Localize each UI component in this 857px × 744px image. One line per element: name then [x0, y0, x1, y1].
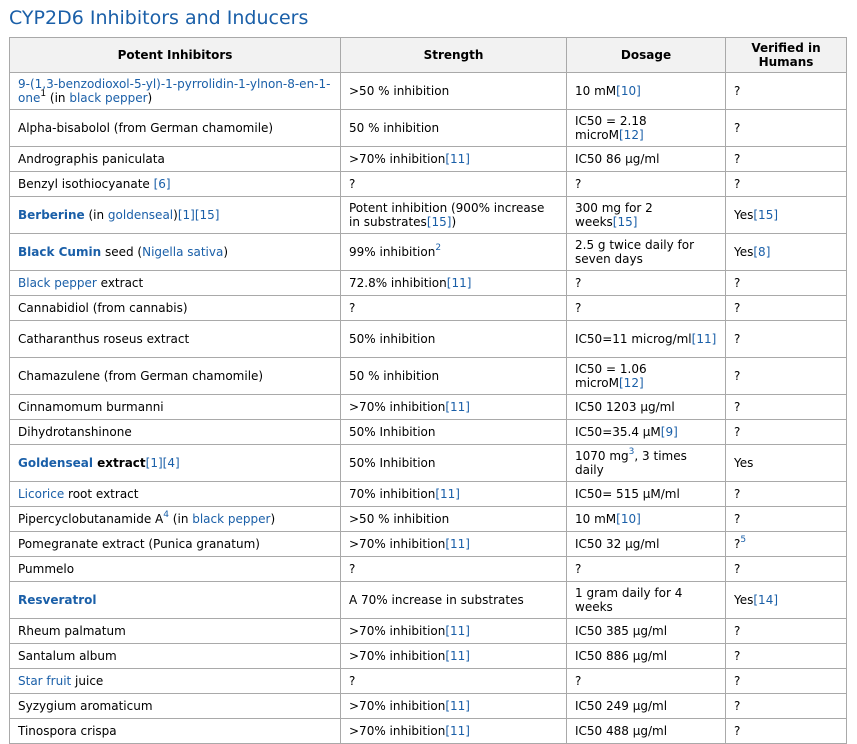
verified-cell	[726, 172, 847, 197]
citation-link[interactable]: [1]	[177, 208, 195, 222]
cell-text: 99% inhibition	[349, 245, 436, 259]
citation-link[interactable]: [15]	[753, 208, 779, 222]
article-link[interactable]: Nigella sativa	[142, 245, 224, 259]
inhibitor-cell	[10, 482, 341, 507]
verified-cell	[726, 557, 847, 582]
cell-text: Andrographis paniculata	[18, 152, 165, 166]
cell-text: Pomegranate extract (Punica granatum)	[18, 537, 260, 551]
dosage-cell	[567, 73, 726, 110]
cell-text: 50 % inhibition	[349, 369, 440, 383]
verified-cell	[726, 110, 847, 147]
dosage-cell	[567, 669, 726, 694]
strength-cell	[341, 482, 567, 507]
strength-cell	[341, 694, 567, 719]
cell-text: 1 gram daily for 4 weeks	[575, 586, 683, 614]
table-row	[10, 694, 847, 719]
cell-text: )	[451, 215, 457, 229]
cell-text: ?	[734, 512, 741, 526]
cell-text: ?	[575, 177, 582, 191]
dosage-cell	[567, 507, 726, 532]
verified-cell	[726, 197, 847, 234]
table-row	[10, 234, 847, 271]
cell-text: ?	[575, 276, 582, 290]
dosage-cell	[567, 358, 726, 395]
dosage-cell	[567, 719, 726, 744]
cell-text: ?	[734, 400, 741, 414]
strength-cell	[341, 73, 567, 110]
cell-text: Dihydrotanshinone	[18, 425, 132, 439]
cell-text: Cinnamomum burmanni	[18, 400, 164, 414]
inhibitor-cell	[10, 296, 341, 321]
cell-text: 300 mg for 2 weeks	[575, 201, 653, 229]
verified-cell	[726, 234, 847, 271]
dosage-cell	[567, 420, 726, 445]
verified-cell	[726, 719, 847, 744]
dosage-cell	[567, 296, 726, 321]
strength-cell	[341, 445, 567, 482]
dosage-cell	[567, 644, 726, 669]
dosage-cell	[567, 147, 726, 172]
article-link[interactable]: black pepper	[69, 91, 148, 105]
cell-text: ?	[734, 537, 741, 551]
citation-link[interactable]: [15]	[194, 208, 220, 222]
table-row	[10, 482, 847, 507]
verified-cell	[726, 482, 847, 507]
cell-text: ?	[734, 562, 741, 576]
cell-text: Syzygium aromaticum	[18, 699, 153, 713]
verified-cell	[726, 321, 847, 358]
strength-cell	[341, 532, 567, 557]
table-row	[10, 719, 847, 744]
inhibitor-cell	[10, 644, 341, 669]
cell-text: ?	[734, 276, 741, 290]
cell-text: 1070 mg	[575, 449, 629, 463]
cell-text: (in	[84, 208, 108, 222]
table-row	[10, 172, 847, 197]
citation-link[interactable]: [6]	[153, 177, 171, 191]
table-row	[10, 73, 847, 110]
cell-text: (in	[168, 512, 193, 526]
table-row	[10, 271, 847, 296]
table-row	[10, 296, 847, 321]
cell-text: Rheum palmatum	[18, 624, 126, 638]
cell-text: Potent inhibition (900% increase in substrates	[349, 201, 545, 229]
dosage-cell	[567, 321, 726, 358]
strength-cell	[341, 395, 567, 420]
citation-link[interactable]: [10]	[616, 512, 641, 526]
verified-cell	[726, 271, 847, 296]
footnote-link[interactable]: 2	[435, 243, 442, 253]
table-row	[10, 395, 847, 420]
cell-text: )	[223, 245, 229, 259]
strength-cell	[341, 507, 567, 532]
cell-text: Alpha-bisabolol (from German chamomile)	[18, 121, 274, 135]
cell-text: extract	[92, 456, 146, 470]
dosage-cell	[567, 445, 726, 482]
inhibitor-cell	[10, 172, 341, 197]
inhibitor-cell	[10, 694, 341, 719]
verified-cell	[726, 694, 847, 719]
citation-link[interactable]: [11]	[691, 332, 717, 346]
cell-text: 70% inhibition	[349, 487, 436, 501]
cell-text: >70% inhibition	[349, 724, 446, 738]
citation-link[interactable]: [1]	[145, 456, 163, 470]
cell-text: IC50 886 μg/ml	[575, 649, 668, 663]
inhibitor-cell	[10, 507, 341, 532]
cell-text: Chamazulene (from German chamomile)	[18, 369, 264, 383]
inhibitor-cell	[10, 73, 341, 110]
citation-link[interactable]: [11]	[445, 152, 470, 166]
cell-text: ?	[734, 152, 741, 166]
verified-cell	[726, 296, 847, 321]
cell-text: 10 mM	[575, 512, 617, 526]
cell-text: Yes	[734, 593, 754, 607]
strength-cell	[341, 321, 567, 358]
cell-text: ?	[734, 369, 741, 383]
cell-text: juice	[71, 674, 104, 688]
cell-text: Catharanthus roseus extract	[18, 332, 190, 346]
citation-link[interactable]: [11]	[445, 537, 470, 551]
table-row	[10, 321, 847, 358]
article-link[interactable]: Black pepper	[18, 276, 97, 290]
strength-cell	[341, 582, 567, 619]
inhibitor-cell	[10, 557, 341, 582]
cell-text: extract	[96, 276, 144, 290]
cell-text: 10 mM	[575, 84, 617, 98]
citation-link[interactable]: [11]	[446, 276, 472, 290]
citation-link[interactable]: [8]	[753, 245, 771, 259]
citation-link[interactable]: [11]	[435, 487, 460, 501]
cell-text: IC50 = 2.18 microM	[575, 114, 647, 142]
cell-text: IC50 32 μg/ml	[575, 537, 660, 551]
inhibitor-cell	[10, 321, 341, 358]
cell-text: (in	[46, 91, 70, 105]
cell-text: Yes	[734, 456, 754, 470]
citation-link[interactable]: [12]	[619, 376, 644, 390]
footnote-marker: 1	[40, 89, 47, 99]
article-link[interactable]: 9-(1,3-benzodioxol-5-yl)-1-pyrrolidin-1-ylnon-8-en-1-one	[18, 77, 331, 105]
cell-text: >70% inhibition	[349, 624, 446, 638]
header-verified-in-humans: Verified in Humans	[726, 38, 847, 73]
cell-text: IC50 86 μg/ml	[575, 152, 660, 166]
cell-text: ?	[349, 177, 356, 191]
cell-text: ?	[734, 177, 741, 191]
strength-cell	[341, 197, 567, 234]
cell-text: IC50 488 μg/ml	[575, 724, 668, 738]
table-row	[10, 507, 847, 532]
table-row	[10, 557, 847, 582]
article-link[interactable]: Black Cumin	[18, 245, 102, 259]
header-strength: Strength	[341, 38, 567, 73]
verified-cell	[726, 395, 847, 420]
inhibitor-cell	[10, 395, 341, 420]
dosage-cell	[567, 619, 726, 644]
cell-text: ?	[734, 724, 741, 738]
cell-text: IC50 = 1.06 microM	[575, 362, 647, 390]
verified-cell	[726, 532, 847, 557]
table-row	[10, 147, 847, 172]
cell-text: ?	[734, 84, 741, 98]
verified-cell	[726, 669, 847, 694]
cell-text: Cannabidiol (from cannabis)	[18, 301, 188, 315]
cell-text: 72.8% inhibition	[349, 276, 447, 290]
footnote-link[interactable]: 4	[163, 510, 169, 520]
cell-text: , 3 times daily	[575, 449, 687, 477]
cell-text: 50% inhibition	[349, 332, 436, 346]
table-row	[10, 358, 847, 395]
inhibitor-cell	[10, 619, 341, 644]
inhibitor-cell	[10, 110, 341, 147]
inhibitor-cell	[10, 147, 341, 172]
cell-text: IC50=11 microg/ml	[575, 332, 692, 346]
citation-link[interactable]: [11]	[445, 624, 470, 638]
strength-cell	[341, 420, 567, 445]
cell-text: Yes	[734, 208, 754, 222]
strength-cell	[341, 271, 567, 296]
cell-text: Yes	[734, 245, 754, 259]
strength-cell	[341, 358, 567, 395]
cell-text: Santalum album	[18, 649, 117, 663]
verified-cell	[726, 147, 847, 172]
cell-text: ?	[734, 487, 741, 501]
cell-text: ?	[734, 121, 741, 135]
dosage-cell	[567, 234, 726, 271]
dosage-cell	[567, 557, 726, 582]
citation-link[interactable]: [11]	[445, 400, 470, 414]
cell-text: ?	[575, 562, 582, 576]
citation-link[interactable]: [12]	[619, 128, 644, 142]
table-row	[10, 197, 847, 234]
inhibitor-cell	[10, 197, 341, 234]
table-row	[10, 445, 847, 482]
strength-cell	[341, 234, 567, 271]
article-link[interactable]: Licorice	[18, 487, 65, 501]
cell-text: ?	[734, 699, 741, 713]
dosage-cell	[567, 582, 726, 619]
cell-text: IC50 385 μg/ml	[575, 624, 668, 638]
article-link[interactable]: Resveratrol	[18, 593, 97, 607]
citation-link[interactable]: [4]	[162, 456, 180, 470]
cell-text: IC50= 515 μM/ml	[575, 487, 680, 501]
dosage-cell	[567, 482, 726, 507]
citation-link[interactable]: [14]	[753, 593, 779, 607]
cell-text: seed (	[101, 245, 143, 259]
inhibitors-table	[9, 37, 847, 744]
inhibitor-cell	[10, 420, 341, 445]
dosage-cell	[567, 172, 726, 197]
strength-cell	[341, 172, 567, 197]
cell-text: IC50 249 μg/ml	[575, 699, 668, 713]
cell-text: Pummelo	[18, 562, 75, 576]
strength-cell	[341, 296, 567, 321]
header-dosage: Dosage	[567, 38, 726, 73]
cell-text: ?	[575, 674, 582, 688]
verified-cell	[726, 445, 847, 482]
table-row	[10, 669, 847, 694]
verified-cell	[726, 73, 847, 110]
article-link[interactable]: Goldenseal	[18, 456, 93, 470]
footnote-link[interactable]: 3	[628, 447, 635, 457]
cell-text: )	[147, 91, 153, 105]
cell-text: ?	[734, 674, 741, 688]
citation-link[interactable]: [9]	[660, 425, 678, 439]
cell-text: root extract	[64, 487, 139, 501]
inhibitor-cell	[10, 532, 341, 557]
verified-cell	[726, 619, 847, 644]
strength-cell	[341, 669, 567, 694]
cell-text: >70% inhibition	[349, 152, 446, 166]
footnote-link[interactable]: 5	[740, 535, 747, 545]
inhibitor-cell	[10, 271, 341, 296]
cell-text: IC50=35.4 μM	[575, 425, 661, 439]
cell-text: Benzyl isothiocyanate	[18, 177, 154, 191]
cell-text: Pipercyclobutanamide A	[18, 512, 164, 526]
cell-text: 2.5 g twice daily for seven days	[575, 238, 695, 266]
article-link[interactable]: Star fruit	[18, 674, 72, 688]
cell-text: IC50 1203 μg/ml	[575, 400, 675, 414]
inhibitor-cell	[10, 669, 341, 694]
table-row	[10, 110, 847, 147]
inhibitor-cell	[10, 234, 341, 271]
citation-link[interactable]: [11]	[445, 649, 470, 663]
strength-cell	[341, 644, 567, 669]
cell-text: ?	[734, 332, 741, 346]
cell-text: )	[173, 208, 178, 222]
cell-text: >50 % inhibition	[349, 84, 450, 98]
cell-text: 50% Inhibition	[349, 456, 436, 470]
cell-text: ?	[734, 301, 741, 315]
dosage-cell	[567, 110, 726, 147]
cell-text: 50 % inhibition	[349, 121, 440, 135]
cell-text: ?	[734, 649, 741, 663]
cell-text: >70% inhibition	[349, 649, 446, 663]
table-row	[10, 420, 847, 445]
dosage-cell	[567, 532, 726, 557]
article-link[interactable]: Berberine	[18, 208, 85, 222]
cell-text: Tinospora crispa	[18, 724, 117, 738]
verified-cell	[726, 582, 847, 619]
strength-cell	[341, 619, 567, 644]
cell-text: >70% inhibition	[349, 537, 446, 551]
citation-link[interactable]: [11]	[445, 699, 470, 713]
cell-text: >70% inhibition	[349, 400, 446, 414]
cell-text: ?	[349, 562, 356, 576]
strength-cell	[341, 719, 567, 744]
inhibitor-cell	[10, 719, 341, 744]
strength-cell	[341, 557, 567, 582]
table-row	[10, 582, 847, 619]
table-header-row	[10, 38, 847, 73]
inhibitor-cell	[10, 445, 341, 482]
strength-cell	[341, 147, 567, 172]
verified-cell	[726, 507, 847, 532]
inhibitor-cell	[10, 358, 341, 395]
cell-text: 50% Inhibition	[349, 425, 436, 439]
cell-text: ?	[734, 624, 741, 638]
inhibitor-cell	[10, 582, 341, 619]
cell-text: >50 % inhibition	[349, 512, 450, 526]
dosage-cell	[567, 694, 726, 719]
cell-text: >70% inhibition	[349, 699, 446, 713]
page-title: CYP2D6 Inhibitors and Inducers	[9, 7, 309, 29]
verified-cell	[726, 358, 847, 395]
citation-link[interactable]: [15]	[612, 215, 638, 229]
cell-text: A 70% increase in substrates	[349, 593, 524, 607]
cell-text: ?	[575, 301, 582, 315]
table-row	[10, 644, 847, 669]
table-row	[10, 532, 847, 557]
cell-text: ?	[734, 425, 741, 439]
cell-text: ?	[349, 674, 356, 688]
strength-cell	[341, 110, 567, 147]
article-link[interactable]: goldenseal	[107, 208, 174, 222]
table-body	[10, 73, 847, 744]
article-link[interactable]: black pepper	[192, 512, 271, 526]
citation-link[interactable]: [10]	[616, 84, 641, 98]
header-potent-inhibitors: Potent Inhibitors	[10, 38, 341, 73]
citation-link[interactable]: [11]	[445, 724, 470, 738]
cell-text: )	[270, 512, 276, 526]
verified-cell	[726, 420, 847, 445]
citation-link[interactable]: [15]	[426, 215, 452, 229]
verified-cell	[726, 644, 847, 669]
dosage-cell	[567, 271, 726, 296]
table-row	[10, 619, 847, 644]
dosage-cell	[567, 395, 726, 420]
cell-text: ?	[349, 301, 356, 315]
dosage-cell	[567, 197, 726, 234]
